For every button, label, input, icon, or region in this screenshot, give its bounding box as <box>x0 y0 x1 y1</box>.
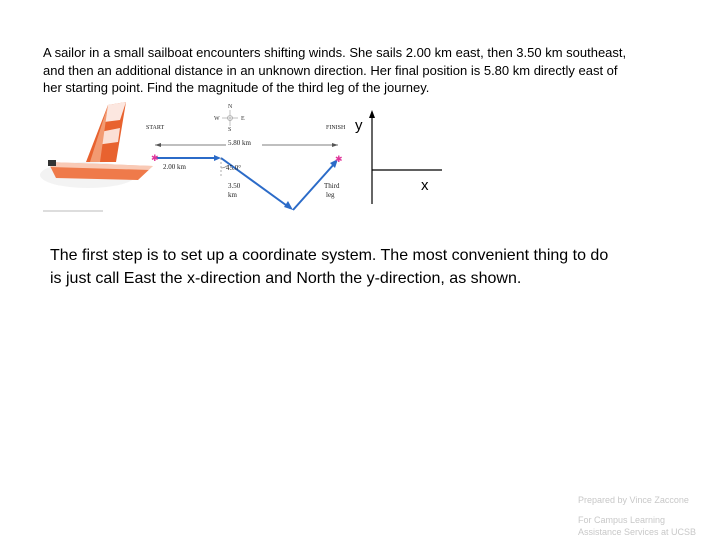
footer-org-line2: Assistance Services at UCSB <box>578 527 697 537</box>
leg2-label-line2: km <box>228 191 237 199</box>
finish-point: ✱ <box>335 154 343 164</box>
compass-s: S <box>228 127 232 133</box>
start-point: ✱ <box>151 153 159 163</box>
compass-n: N <box>228 104 233 110</box>
x-axis-label: x <box>421 177 429 194</box>
compass-e: E <box>241 116 245 122</box>
problem-line: and then an additional distance in an unknown direction. Her final position is 5.80 km directly east of <box>43 62 618 78</box>
explanation-line: The first step is to set up a coordinate system. The most convenient thing to do <box>50 247 609 264</box>
leg2-label-line1: 3.50 <box>228 182 241 190</box>
y-axis-label: y <box>355 117 363 134</box>
coordinate-axes <box>345 108 445 208</box>
explanation-line: is just call East the x-direction and North the y-direction, as shown. <box>50 269 522 287</box>
angle-label: 45.0° <box>226 164 242 172</box>
sailboat-icon <box>40 102 153 212</box>
sailboat-figure <box>38 100 348 220</box>
finish-label: FINISH <box>326 125 346 131</box>
problem-statement <box>43 44 703 97</box>
leg1-label: 2.00 km <box>163 163 186 171</box>
total-distance-label: 5.80 km <box>228 139 251 147</box>
leg3-label-line1: Third <box>324 182 340 190</box>
compass-w: W <box>214 116 220 122</box>
problem-line: her starting point. Find the magnitude of the third leg of the journey. <box>43 80 430 95</box>
start-label: START <box>146 125 165 131</box>
compass-icon <box>214 104 245 133</box>
explanation-text <box>50 245 700 290</box>
footer-org-line1: For Campus Learning <box>578 515 666 525</box>
problem-line: A sailor in a small sailboat encounters shifting winds. She sails 2.00 km east, then 3.50 km southeast, <box>43 45 627 60</box>
footer-credit: Prepared by Vince Zaccone <box>578 495 689 505</box>
leg3-label-line2: leg <box>326 191 335 199</box>
